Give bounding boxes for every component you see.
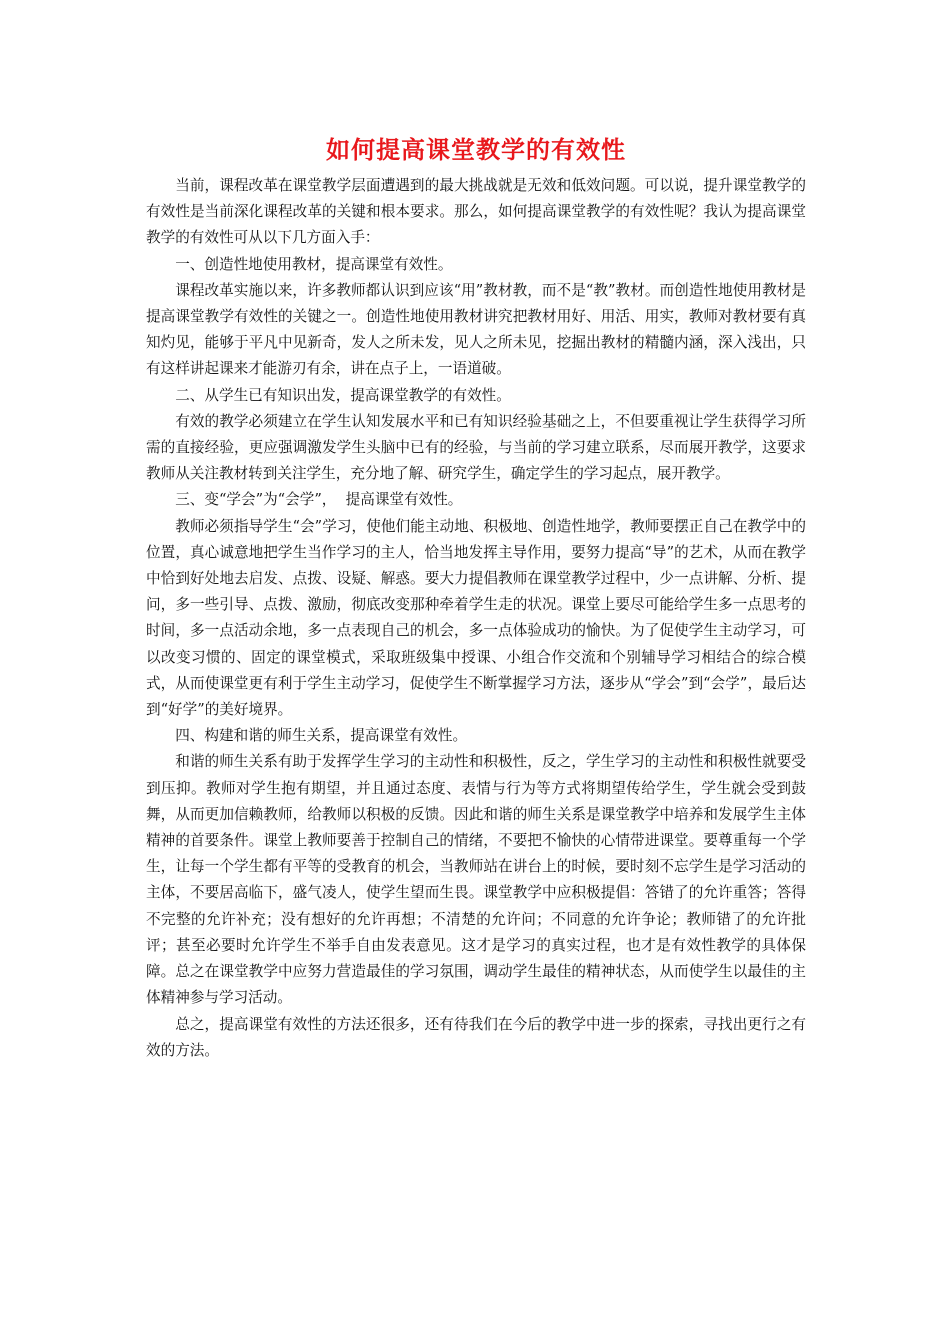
paragraph-conclusion: 总之，提高课堂有效性的方法还很多，还有待我们在今后的教学中进一步的探索，寻找出更行之有效的方法。 bbox=[146, 1015, 806, 1059]
section-heading-3: 三、变“学会”为“会学”， 提高课堂有效性。 bbox=[175, 491, 463, 509]
section-heading-4: 四、构建和谐的师生关系，提高课堂有效性。 bbox=[175, 727, 468, 745]
paragraph-section-1: 课程改革实施以来，许多教师都认识到应该“用”教材教，而不是“教”教材。而创造性地使用教材是提高课堂教学有效性的关键之一。创造性地使用教材讲究把教材用好、用活、用实，教师对教材要有真知灼见，能够于平凡中见新奇，发人之所未发，见人之所未见，挖掘出教材的精髓内涵，深入浅出，只有这样讲起课来才能游刃有余，讲在点子上，一语道破。 bbox=[146, 281, 806, 378]
paragraph-intro: 当前，课程改革在课堂教学层面遭遇到的最大挑战就是无效和低效问题。可以说，提升课堂教学的有效性是当前深化课程改革的关键和根本要求。那么，如何提高课堂教学的有效性呢？我认为提高课堂教学的有效性可从以下几方面入手： bbox=[146, 177, 806, 247]
document-page bbox=[146, 131, 806, 1064]
paragraph-section-3: 教师必须指导学生“会”学习，使他们能主动地、积极地、创造性地学，教师要摆正自己在教学中的位置，真心诚意地把学生当作学习的主人，恰当地发挥主导作用，要努力提高“导”的艺术，从而在教学中恰到好处地去启发、点拨、设疑、解惑。要大力提倡教师在课堂教学过程中，少一点讲解、分析、提问，多一些引导、点拨、激励，彻底改变那种牵着学生走的状况。课堂上要尽可能给学生多一点思考的时间，多一点活动余地，多一点表现自己的机会，多一点体验成功的愉快。为了促使学生主动学习，可以改变习惯的、固定的课堂模式，采取班级集中授课、小组合作交流和个别辅导学习相结合的综合模式，从而使课堂更有利于学生主动学习，促使学生不断掌握学习方法，逐步从“学会”到“会学”，最后达到“好学”的美好境界。 bbox=[146, 517, 806, 719]
section-heading-2: 二、从学生已有知识出发，提高课堂教学的有效性。 bbox=[175, 386, 511, 404]
section-heading-1: 一、创造性地使用教材，提高课堂有效性。 bbox=[175, 255, 453, 273]
paragraph-section-2: 有效的教学必须建立在学生认知发展水平和已有知识经验基础之上，不但要重视让学生获得学习所需的直接经验，更应强调激发学生头脑中已有的经验，与当前的学习建立联系，尽而展开教学，这要求教师从关注教材转到关注学生，充分地了解、研究学生，确定学生的学习起点，展开教学。 bbox=[146, 412, 806, 483]
paragraph-section-4: 和谐的师生关系有助于发挥学生学习的主动性和积极性，反之，学生学习的主动性和积极性就要受到压抑。教师对学生抱有期望，并且通过态度、表情与行为等方式将期望传给学生，学生就会受到鼓舞，从而更加信赖教师，给教师以积极的反馈。因此和谐的师生关系是课堂教学中培养和发展学生主体精神的首要条件。课堂上教师要善于控制自己的情绪，不要把不愉快的心情带进课堂。要尊重每一个学生，让每一个学生都有平等的受教育的机会，当教师站在讲台上的时候，要时刻不忘学生是学习活动的主体，不要居高临下，盛气凌人，使学生望而生畏。课堂教学中应积极提倡：答错了的允许重答；答得不完整的允许补充；没有想好的允许再想；不清楚的允许问；不同意的允许争论；教师错了的允许批评；甚至必要时允许学生不举手自由发表意见。这才是学习的真实过程，也才是有效性教学的具体保障。总之在课堂教学中应努力营造最佳的学习氛围，调动学生最佳的精神状态，从而使学生以最佳的主体精神参与学习活动。 bbox=[146, 753, 806, 1007]
document-title: 如何提高课堂教学的有效性 bbox=[326, 135, 626, 164]
